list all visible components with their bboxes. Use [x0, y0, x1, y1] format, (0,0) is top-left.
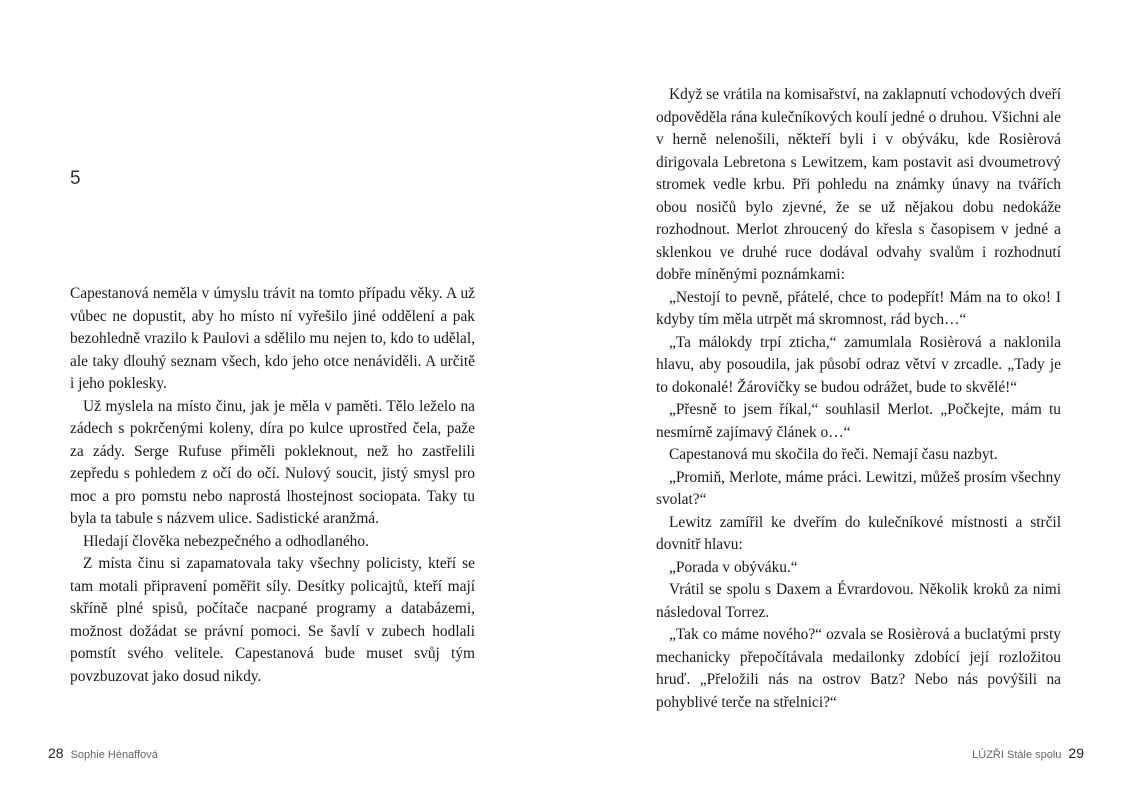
page-number: 28 [48, 745, 64, 761]
chapter-number: 5 [70, 168, 81, 189]
paragraph: „Promiň, Merlote, máme práci. Lewitzi, můžeš prosím všechny svolat?“ [656, 468, 1061, 508]
paragraph: Hledají člověka nebezpečného a odhodlaného. [83, 532, 369, 550]
right-folio [972, 745, 1084, 761]
paragraph: „Porada v obýváku.“ [669, 558, 798, 576]
paragraph: Vrátil se spolu s Daxem a Évrardovou. Několik kroků za nimi následoval Torrez. [656, 581, 1061, 621]
paragraph: „Tak co máme nového?“ ozvala se Rosièrová a buclatými prsty mechanicky přepočítávala medailonky zdobící její rozložitou hruď. „Přeložili nás na ostrov Batz? Nebo nás povýšili na pohyblivé terče na střelnici?“ [656, 626, 1061, 711]
paragraph: Capestanová mu skočila do řeči. Nemají času nazbyt. [669, 446, 998, 463]
paragraph: Lewitz zamířil ke dveřím do kulečníkové místnosti a strčil dovnitř hlavu: [656, 513, 1061, 553]
paragraph: Už myslela na místo činu, jak je měla v paměti. Tělo leželo na zádech s pokrčenými koleny, díra po kulce uprostřed čela, paže za zády. Serge Rufuse přiměli pokleknout, než ho zastřelili zepředu s pohledem z očí do očí. Nulový soucit, jistý smysl pro moc a pro pomstu nebo naprostá lhostejnost sociopata. Taky tu byla ta tabule s názvem ulice. Sadistické aranžmá. [70, 397, 475, 527]
left-folio [48, 745, 158, 761]
paragraph: „Přesně to jsem říkal,“ souhlasil Merlot. „Počkejte, mám tu nesmírně zajímavý článek o…“ [656, 401, 1061, 441]
paragraph: Z místa činu si zapamatovala taky všechny policisty, kteří se tam motali připravení poměřit síly. Desítky policajtů, kteří mají skříně plné spisů, počítače nacpané programy a databázemi, možnost dožádat se právní pomoci. Se šavlí v zubech hodlali pomstít svého velitele. Capestanová bude muset svůj tým povzbuzovat jako dosud nikdy. [70, 555, 475, 685]
paragraph: „Ta málokdy trpí zticha,“ zamumlala Rosièrová a naklonila hlavu, aby posoudila, jak působí odraz větví v zrcadle. „Tady je to dokonalé! Žárovičky se budou odrážet, bude to skvělé!“ [656, 333, 1061, 396]
left-page [0, 0, 565, 800]
right-page [566, 0, 1131, 800]
paragraph: Capestanová neměla v úmyslu trávit na tomto případu věky. A už vůbec ne dopustit, aby ho místo ní vyřešilo jiné oddělení a pak bezohledně vrazilo k Paulovi a sdělilo mu nejen to, kdo to udělal, ale taky dlouhý seznam všech, kdo jeho otce nenáviděli. A určitě i jeho poklesky. [70, 285, 475, 392]
running-head-author: Sophie Hénaffová [70, 749, 158, 761]
left-page-text [70, 283, 475, 688]
page-number: 29 [1068, 745, 1084, 761]
paragraph: „Nestojí to pevně, přátelé, chce to podepřít! Mám na to oko! I kdyby tím měla utrpět má skromnost, rád bych…“ [656, 288, 1061, 328]
right-page-text [656, 84, 1061, 714]
paragraph: Když se vrátila na komisařství, na zaklapnutí vchodových dveří odpověděla rána kulečníkových koulí jedné o druhou. Všichni ale v herně nelenošili, někteří byli i v obýváku, kde Rosièrová dirigovala Lebretona s Lewitzem, kam postavit asi dvoumetrový stromek vedle krbu. Při pohledu na známky únavy na tvářích obou nosičů bylo zjevné, že se už nějakou dobu nedokáže rozhodnout. Merlot zhroucený do křesla s časopisem v jedné a sklenkou ve druhé ruce dodával odvahy svalům i rozhodnutí dobře míněnými poznámkami: [656, 86, 1061, 283]
running-head-title: LÚZŘI Stále spolu [972, 749, 1062, 761]
